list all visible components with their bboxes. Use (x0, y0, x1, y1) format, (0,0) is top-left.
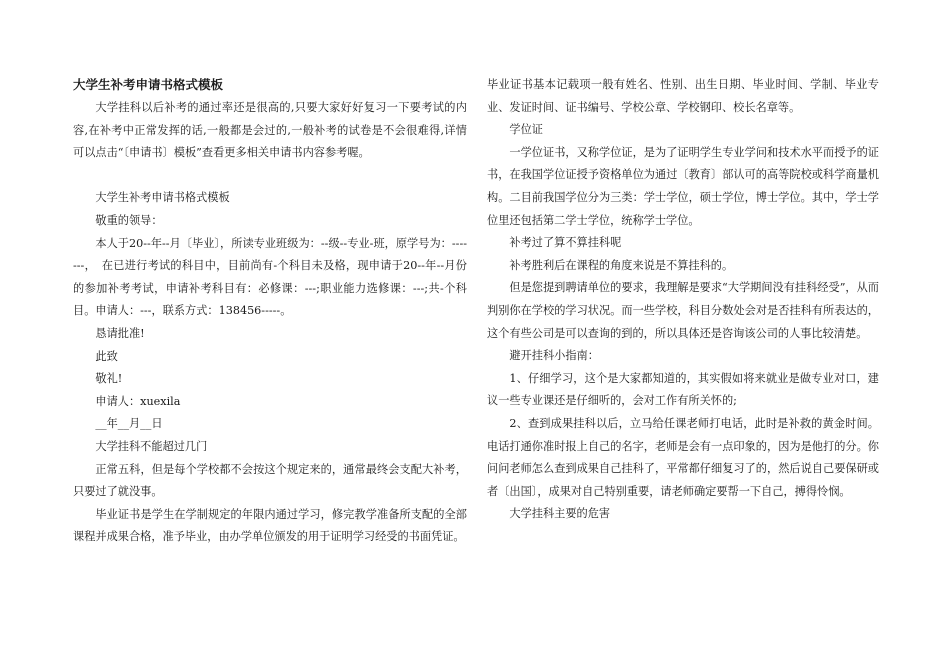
body-paragraph: 毕业证书基本记载项一般有姓名、性别、出生日期、毕业时间、学制、毕业专业、发证时间、证书编号、学校公章、学校钢印、校长名章等。 (487, 78, 879, 114)
left-column (73, 74, 467, 549)
body-paragraph: 一学位证书，又称学位证，是为了证明学生专业学问和技术水平而授予的证书，在我国学位证授予资格单位为通过〔教育〕部认可的高等院校或科学商量机构。二目前我国学位分为三类：学士学位，硕士学位，博士学位。其中，学士学位里还包括第二学士学位，统称学士学位。 (487, 145, 879, 227)
applicant-line: 申请人：xuexila (95, 394, 181, 408)
salutation: 敬重的领导： (95, 213, 163, 227)
application-body: 本人于20--年--月〔毕业〕，所读专业班级为：--级--专业-班，原学号为：-------， 在已进行考试的科目中，目前尚有-个科目未及格，现申请于20--年--月份的参加补考考试，申请补考科目有：必修课：---;职业能力选修课：---;共-个科目。申请人：---，联系方式：138456-----。 (73, 236, 467, 318)
date-line: __年__月__日 (95, 417, 163, 431)
body-paragraph: 正常五科，但是每个学校都不会按这个规定来的，通常最终会支配大补考，只要过了就没事。 (73, 462, 467, 499)
body-paragraph: 补考胜利后在课程的角度来说是不算挂科的。 (509, 258, 734, 272)
intro-paragraph: 大学挂科以后补考的通过率还是很高的,只要大家好好复习一下要考试的内容,在补考中正常发挥的话,一般都是会过的,一般补考的试卷是不会很难得,详情可以点击“〔申请书〕模板”查看更多相关申请书内容参考喔。 (73, 101, 467, 160)
regards-line: 敬礼! (95, 372, 123, 386)
list-item: 2、查到成果挂科以后，立马给任课老师打电话，此时是补救的黄金时间。电话打通你准时报上自己的名字，老师是会有一点印象的，因为是他打的分。你问问老师怎么查到成果自己挂科了，平常都仔细复习了的，然后说自己要保研或者〔出国〕，成果对自己特别重要，请老师确定要帮一下自己，搏得怜悯。 (487, 416, 879, 498)
document-title: 大学生补考申请书格式模板 (73, 77, 224, 92)
request-line: 恳请批准! (95, 326, 145, 340)
list-item: 1、仔细学习，这个是大家都知道的，其实假如将来就业是做专业对口，建议一些专业课还是仔细听的，会对工作有所关怀的; (487, 371, 879, 408)
section-heading: 避开挂科小指南： (509, 349, 599, 363)
section-heading: 学位证 (509, 123, 543, 137)
right-column (487, 74, 879, 526)
blank-line (73, 165, 467, 188)
template-heading: 大学生补考申请书格式模板 (95, 191, 230, 205)
section-heading: 大学挂科主要的危害 (509, 507, 611, 521)
body-paragraph: 但是您提到聘请单位的要求，我理解是要求“大学期间没有挂科经受”，从而判别你在学校的学习状况。而一些学校，科目分数处会对是否挂科有所表达的，这个有些公司是可以查询的到的，所以具体还是咨询该公司的人事比较清楚。 (487, 281, 879, 340)
closing-line: 此致 (95, 349, 118, 363)
section-heading: 补考过了算不算挂科呢 (509, 236, 622, 250)
body-paragraph: 毕业证书是学生在学制规定的年限内通过学习，修完教学准备所支配的全部课程并成果合格，准予毕业，由办学单位颁发的用于证明学习经受的书面凭证。 (73, 507, 467, 544)
section-heading: 大学挂科不能超过几门 (95, 439, 208, 453)
